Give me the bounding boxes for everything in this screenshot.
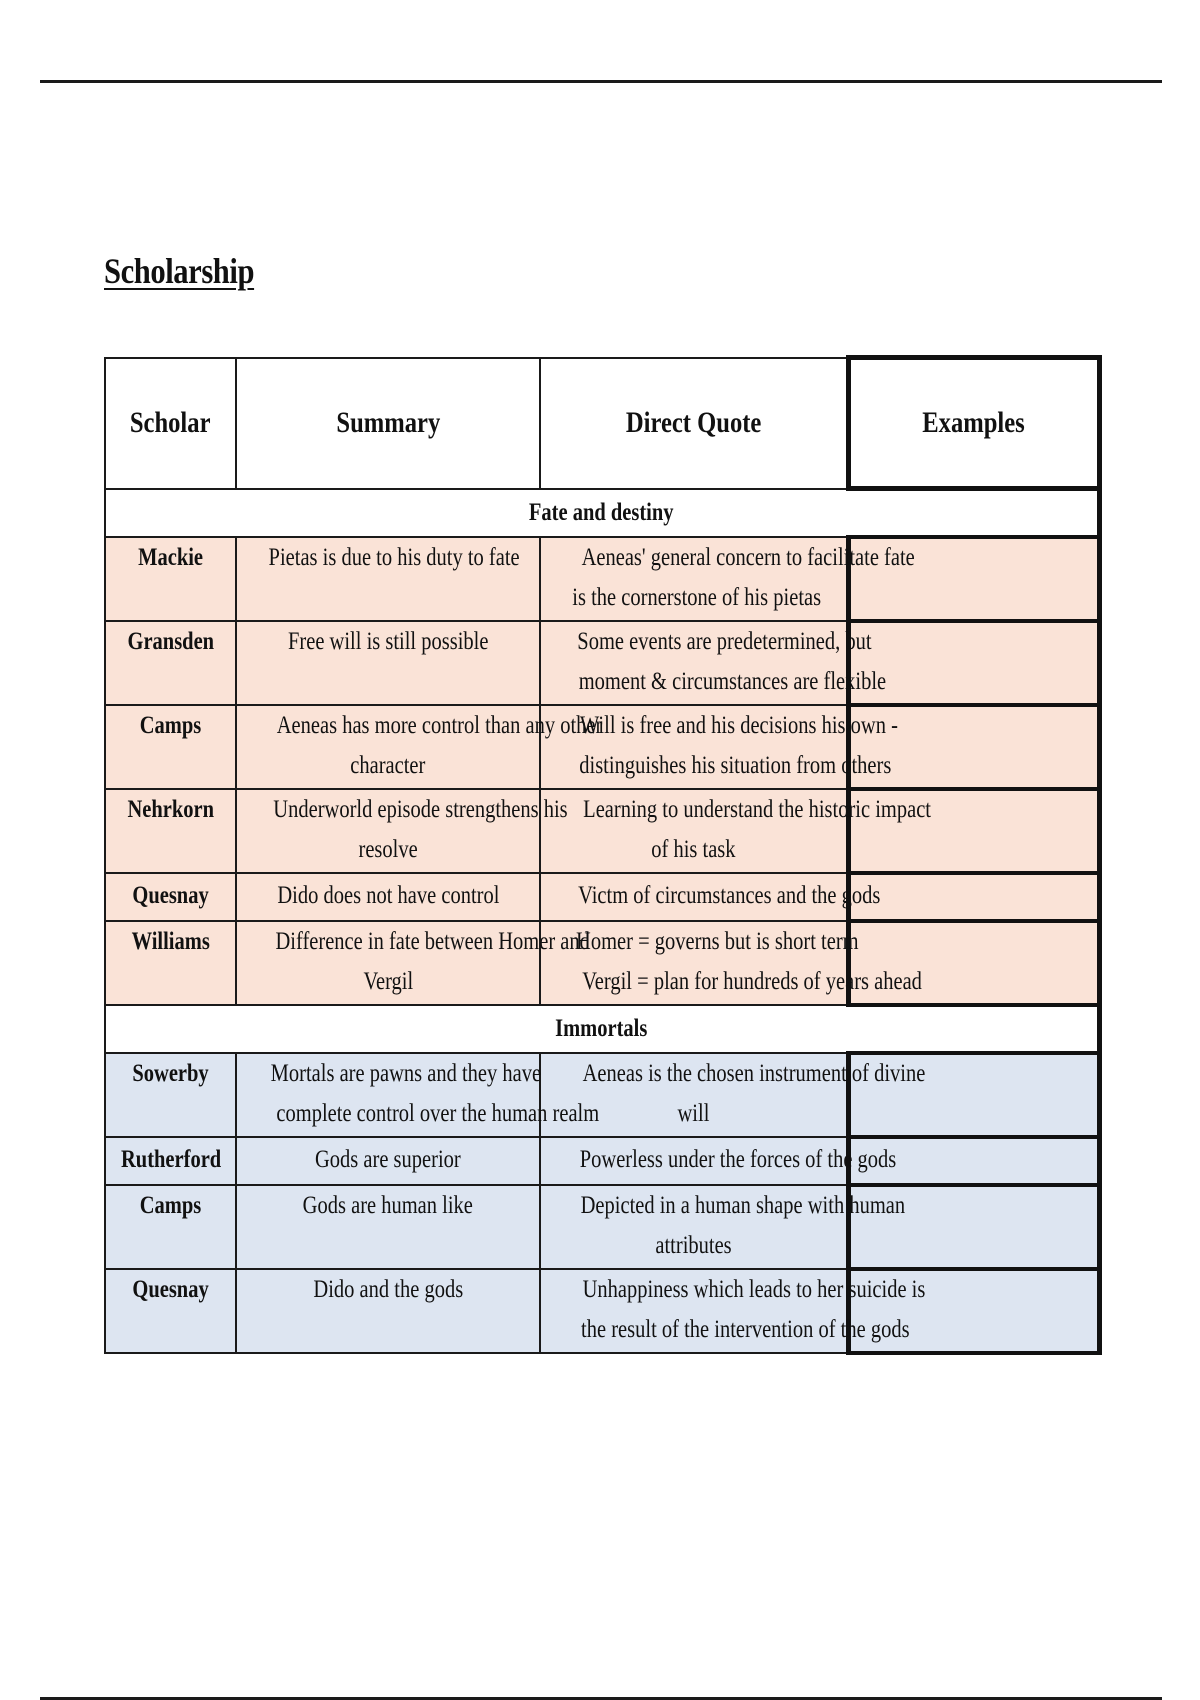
summary-cell: Pietas is due to his duty to fate — [236, 537, 540, 621]
section-title: Fate and destiny — [105, 489, 1099, 538]
direct-quote-cell: Aeneas' general concern to facilitate fate is the cornerstone of his pietas — [540, 537, 848, 621]
header-direct-quote: Direct Quote — [540, 358, 848, 489]
scholar-cell: Quesnay — [105, 1269, 236, 1353]
direct-quote-cell: Will is free and his decisions his own - distinguishes his situation from others — [540, 705, 848, 789]
summary-cell: Free will is still possible — [236, 621, 540, 705]
table-row — [105, 921, 1099, 1005]
examples-cell[interactable] — [848, 873, 1099, 921]
table-row — [105, 537, 1099, 621]
table-row — [105, 1137, 1099, 1185]
summary-cell: Aeneas has more control than any other character — [236, 705, 540, 789]
scholar-cell: Rutherford — [105, 1137, 236, 1185]
direct-quote-cell: Homer = governs but is short term Vergil = plan for hundreds of years ahead — [540, 921, 848, 1005]
section-row — [105, 489, 1099, 538]
scholar-cell: Quesnay — [105, 873, 236, 921]
header-summary: Summary — [236, 358, 540, 489]
scholar-cell: Sowerby — [105, 1053, 236, 1137]
page-heading: Scholarship — [104, 251, 255, 291]
scholar-cell: Williams — [105, 921, 236, 1005]
summary-cell: Difference in fate between Homer and Vergil — [236, 921, 540, 1005]
direct-quote-cell: Aeneas is the chosen instrument of divine will — [540, 1053, 848, 1137]
direct-quote-cell: Unhappiness which leads to her suicide is the result of the intervention of the gods — [540, 1269, 848, 1353]
table-header-row — [105, 358, 1099, 489]
scholar-cell: Camps — [105, 1185, 236, 1269]
direct-quote-cell: Victm of circumstances and the gods — [540, 873, 848, 921]
scholar-cell: Camps — [105, 705, 236, 789]
table-body — [105, 489, 1099, 1354]
scholar-cell: Mackie — [105, 537, 236, 621]
scholarship-table — [104, 355, 1102, 1355]
summary-cell: Dido and the gods — [236, 1269, 540, 1353]
direct-quote-cell: Depicted in a human shape with human attributes — [540, 1185, 848, 1269]
header-examples: Examples — [848, 358, 1099, 489]
direct-quote-cell: Powerless under the forces of the gods — [540, 1137, 848, 1185]
table-row — [105, 873, 1099, 921]
header-scholar: Scholar — [105, 358, 236, 489]
scholar-cell: Nehrkorn — [105, 789, 236, 873]
scholar-cell: Gransden — [105, 621, 236, 705]
section-row — [105, 1005, 1099, 1053]
section-title: Immortals — [105, 1005, 1099, 1053]
top-rule — [40, 80, 1162, 83]
table-row — [105, 621, 1099, 705]
table-row — [105, 1269, 1099, 1353]
table-row — [105, 1053, 1099, 1137]
summary-cell: Mortals are pawns and they have complete control over the human realm — [236, 1053, 540, 1137]
table-row — [105, 1185, 1099, 1269]
summary-cell: Dido does not have control — [236, 873, 540, 921]
table-row — [105, 789, 1099, 873]
summary-cell: Gods are superior — [236, 1137, 540, 1185]
summary-cell: Gods are human like — [236, 1185, 540, 1269]
table-row — [105, 705, 1099, 789]
summary-cell: Underworld episode strengthens his resolve — [236, 789, 540, 873]
direct-quote-cell: Some events are predetermined, but moment & circumstances are flexible — [540, 621, 848, 705]
direct-quote-cell: Learning to understand the historic impact of his task — [540, 789, 848, 873]
